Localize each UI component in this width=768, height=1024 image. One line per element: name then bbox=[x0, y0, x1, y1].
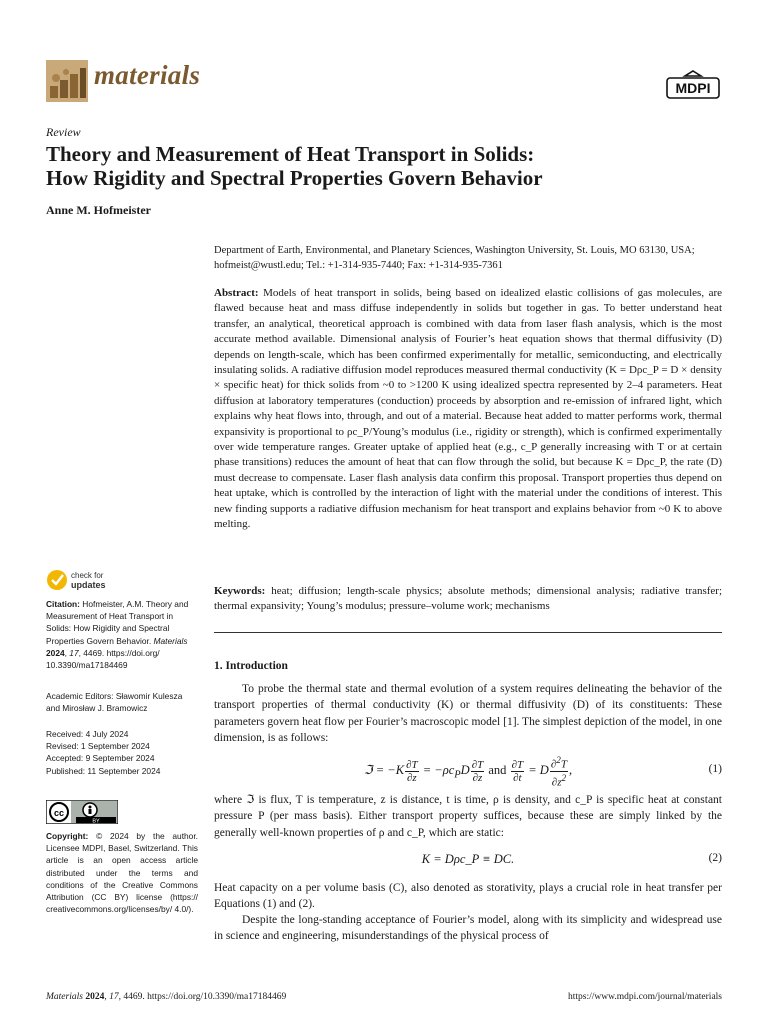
affiliation-line-1: Department of Earth, Environmental, and Planetary Sciences, Washington University, St. Louis, MO 63130, USA; bbox=[214, 245, 695, 256]
article-title bbox=[46, 142, 726, 190]
keywords bbox=[214, 584, 722, 615]
footer-year: 2024 bbox=[85, 992, 105, 1002]
citation-text: Hofmeister, A.M. Theory and Measurement of Heat Transport in Solids: How Rigidity and Spectral Properties Govern Behavior. bbox=[46, 599, 189, 646]
affiliation bbox=[214, 243, 724, 273]
dates-block bbox=[46, 728, 198, 777]
check-updates-line-2: updates bbox=[71, 580, 106, 590]
abstract bbox=[214, 286, 722, 533]
cc-by-license-badge[interactable] bbox=[46, 800, 118, 824]
article-type: Review bbox=[46, 125, 81, 139]
section-divider bbox=[214, 632, 722, 633]
received-date: Received: 4 July 2024 bbox=[46, 729, 129, 739]
copyright-block bbox=[46, 830, 198, 915]
intro-paragraph-1 bbox=[214, 681, 722, 747]
check-updates-line-1: check for bbox=[71, 571, 104, 580]
equation-1-number: (1) bbox=[708, 763, 722, 775]
intro-paragraph-3: Heat capacity on a per volume basis (C), also denoted as storativity, plays a crucial role in heat transfer per Equations (1) and (2). bbox=[214, 882, 722, 911]
abstract-text: Models of heat transport in solids, being based on idealized elastic collisions of gas molecules, are flawed because heat and mass diffuse independently in solids but together in gas. To better understand heat transfer, an analytical, theoretical approach is combined with data from laser flash analysis, which is the most accurate method available. Dimensional analysis of Fourier’s heat equation shows that thermal diffusivity (D) depends on length-scale, which has been confirmed experimentally for metallic, semiconducting, and electrically insulating solids. A radiative diffusion model reproduces measured thermal conductivity (K = Dρc_P = D × density × specific heat) for thick solids from ~0 to >1200 K using idealized spectra represented by 2–4 parameters. Heat diffusion at laboratory temperatures (conduction) proceeds by absorption and re-emission of infrared light, which explains why heat flows into, through, and out of a material. Because heat added to matter performs work, thermal expansivity is proportional to ρc_P/Young’s modulus (i.e., rigidity or strength), which is confirmed experimentally over wide temperature ranges. Greater uptake of applied heat (e.g., c_P generally increasing with T or at certain phase transitions) reduces the amount of heat that can flow through the solid, but because K = Dρc_P, the rate (D) must decrease to compensate. Laser flash analysis data confirm this proposal. Transport properties thus depend on heat uptake, which is controlled by the interaction of light with the material under the conditions of interest. This new finding supports a radiative diffusion mechanism for heat transport and explains behavior from ~0 K to above melting. bbox=[214, 287, 723, 531]
footer-journal-url[interactable]: https://www.mdpi.com/journal/materials bbox=[568, 992, 722, 1002]
title-line-1: Theory and Measurement of Heat Transport in Solids: bbox=[46, 142, 535, 166]
keywords-label: Keywords: bbox=[214, 585, 266, 597]
equation-2: K = Dρc_P ≡ DC. bbox=[421, 852, 515, 866]
mdpi-logo bbox=[666, 70, 720, 102]
accepted-date: Accepted: 9 September 2024 bbox=[46, 753, 155, 764]
citation-label: Citation: bbox=[46, 599, 80, 609]
footer-citation: Materials 2024, 17, 4469. https://doi.org/10.3390/ma17184469 bbox=[46, 992, 287, 1002]
equation-1: ℑ = −K $\frac{\partial T}{\partial z}$ = $-\rho c_PD$ $\frac{\partial T}{\partial z}$ and $\frac{\partial T}{\partial t}$ = D $\frac{\partial^2T}{\partial z^2}$ , bbox=[363, 755, 573, 789]
abstract-label: Abstract: bbox=[214, 287, 259, 299]
intro-paragraph-4 bbox=[214, 912, 722, 945]
journal-name: materials bbox=[94, 60, 201, 90]
author-name: Anne M. Hofmeister bbox=[46, 203, 151, 217]
section-title-introduction: 1. Introduction bbox=[214, 660, 288, 672]
equation-2-number: (2) bbox=[708, 852, 722, 864]
intro-p1-text: To probe the thermal state and thermal evolution of a system requires delineating the behavior of the transport properties of thermal conductivity (K) or thermal diffusivity (D) of its constituents: These parameters govern heat flow per Fourier’s macroscopic model [1]. The simplest depiction of the model, in one dimension, is as follows: bbox=[214, 683, 722, 745]
citation-rest[interactable]: , 4469. https://doi.org/ 10.3390/ma17184469 bbox=[46, 647, 160, 671]
published-date: Published: 11 September 2024 bbox=[46, 765, 161, 776]
mdpi-logo-text: MDPI bbox=[675, 80, 711, 96]
footer-journal: Materials bbox=[46, 992, 83, 1002]
citation-block: Citation: Hofmeister, A.M. Theory and Measurement of Heat Transport in Solids: How Rigidity and Spectral Properties Govern Behavior. Materials 2024, 17, 4469. https://doi.org/ 10.3390/ma17184469 bbox=[46, 599, 189, 671]
keywords-text: heat; diffusion; length-scale physics; absolute methods; dimensional analysis; radiative transfer; thermal expansivity; Young’s modulus; pressure–volume work; mechanisms bbox=[214, 585, 723, 613]
footer-doi[interactable]: , 4469. https://doi.org/10.3390/ma17184469 bbox=[118, 992, 287, 1002]
journal-logo bbox=[46, 60, 88, 102]
revised-date: Revised: 1 September 2024 bbox=[46, 741, 150, 752]
footer-volume: 17 bbox=[109, 992, 119, 1002]
cc-by-text: BY bbox=[92, 818, 100, 824]
citation-year: 2024 bbox=[46, 647, 65, 658]
check-for-updates-badge[interactable] bbox=[46, 568, 126, 592]
copyright-label: Copyright: bbox=[46, 831, 89, 841]
citation-journal: Materials bbox=[153, 635, 188, 646]
intro-paragraph-2: where ℑ is flux, T is temperature, z is distance, t is time, ρ is density, and c_P is specific heat at constant pressure P (per mass basis). Either transport property suffices, because these are simply linked by the generally well-known properties of ρ and c_P, which are static: bbox=[214, 794, 722, 839]
copyright-text: © 2024 by the author. Licensee MDPI, Basel, Switzerland. This article is an open access article distributed under the terms and conditions of the Creative Commons Attribution (CC BY) license (https:// creativecommons.org/licenses/by/ 4.0/). bbox=[46, 831, 198, 915]
svg-text:cc: cc bbox=[53, 808, 65, 818]
title-line-2: How Rigidity and Spectral Properties Govern Behavior bbox=[46, 166, 543, 190]
academic-editors: Academic Editors: Sławomir Kulesza and Mirosław J. Bramowicz bbox=[46, 691, 183, 714]
affiliation-line-2: hofmeist@wustl.edu; Tel.: +1-314-935-7440; Fax: +1-314-935-7361 bbox=[214, 260, 503, 271]
citation-volume: 17 bbox=[69, 647, 79, 658]
intro-p4-text: Despite the long-standing acceptance of Fourier’s model, along with its simplicity and widespread use in science and engineering, misunderstandings of the physical process of bbox=[214, 914, 722, 943]
